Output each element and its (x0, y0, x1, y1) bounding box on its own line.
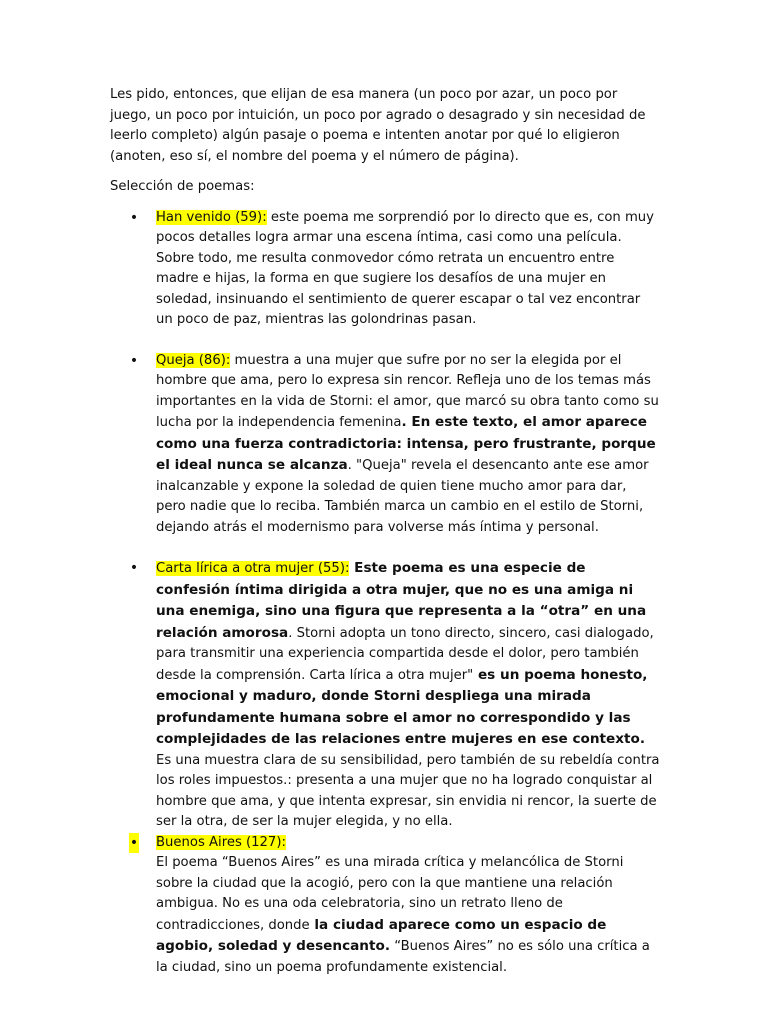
poem-text: . "Queja" revela el desencanto ante ese amor inalcanzable y expone la soledad de quien tiene mucho amor para dar, pero nadie que lo reciba. También marca un cambio en el estilo de Storni, dejando atrás el modernismo para volverse más íntima y personal. (156, 458, 649, 535)
list-item-buenos-aires (110, 833, 660, 979)
intro-paragraph: Les pido, entonces, que elijan de esa manera (un poco por azar, un poco por juego, un poco por intuición, un poco por agrado o desagrado y sin necesidad de leerlo completo) algún pasaje o poema e intenten anotar por qué lo eligieron (anoten, eso sí, el nombre del poema y el número de página). (110, 87, 646, 164)
poem-text: El poema “Buenos Aires” es una mirada crítica y melancólica de Storni sobre la ciudad que la acogió, pero con la que mantiene una relación ambigua. No es una oda celebratoria, sino un retrato lleno de contradicciones, donde (156, 855, 624, 933)
selection-heading: Selección de poemas: (110, 179, 255, 194)
list-item-queja (110, 351, 660, 539)
poem-text: muestra a una mujer que sufre por no ser la elegida por el hombre que ama, pero lo expresa sin rencor. Refleja uno de los temas más importantes en la vida de Storni: el amor, que marcó su obra tanto como su lucha por la independencia femenina (156, 352, 659, 430)
list-item-carta-lirica (110, 558, 660, 833)
poem-text: este poema me sorprendió por lo directo que es, con muy pocos detalles logra armar una escena íntima, casi como una película. Sobre todo, me resulta conmovedor cómo retrata un encuentro entre madre e hijas, la forma en que sugiere los desafíos de una mujer en soledad, insinuando el sentimiento de querer escapar o tal vez encontrar un poco de paz, mientras las golondrinas pasan. (156, 209, 654, 327)
list-item-han-venido (110, 208, 660, 331)
poem-text: “Buenos Aires” no es sólo una crítica a la ciudad, sino un poema profundamente existencial. (156, 939, 650, 975)
poem-title-queja: Queja (86): (156, 352, 231, 368)
poem-text: . Storni adopta un tono directo, sincero, casi dialogado, para transmitir una experiencia compartida desde el dolor, pero también desde la comprensión. Carta lírica a otra mujer" (156, 625, 654, 683)
spacer (110, 331, 660, 351)
bullet-icon: • (129, 352, 139, 369)
poem-text-bold: Este poema es una especie de confesión íntima dirigida a otra mujer, que no es una amiga ni una enemiga, sino una figura que representa a la “otra” en una relación amorosa (156, 560, 647, 641)
spacer (110, 538, 660, 558)
bullet-icon: • (129, 560, 139, 576)
document-page (110, 85, 660, 978)
poem-text-bold: . En este texto, el amor aparece como una fuerza contradictoria: intensa, pero frustrante, porque el ideal nunca se alcanza (156, 414, 656, 473)
bullet-icon: • (129, 209, 139, 226)
poem-text-bold: es un poema honesto, emocional y maduro, donde Storni despliega una mirada profundamente humana sobre el amor no correspondido y las complejidades de las relaciones entre mujeres en ese contexto. (156, 666, 648, 747)
poem-list (110, 208, 660, 979)
poem-title-han-venido: Han venido (59): (156, 209, 267, 225)
poem-title-buenos-aires: Buenos Aires (127): (156, 834, 286, 850)
bullet-icon: • (129, 833, 139, 854)
poem-text: Es una muestra clara de su sensibilidad, pero también de su rebeldía contra los roles impuestos.: presenta a una mujer que no ha logrado conquistar al hombre que ama, y que intenta expresar, sin envidia ni rencor, la suerte de ser la otra, de ser la mujer elegida, y no ella. (156, 752, 660, 829)
poem-text-bold: la ciudad aparece como un espacio de agobio, soledad y desencanto. (156, 916, 607, 954)
poem-title-carta-lirica: Carta lírica a otra mujer (55): (156, 561, 350, 576)
